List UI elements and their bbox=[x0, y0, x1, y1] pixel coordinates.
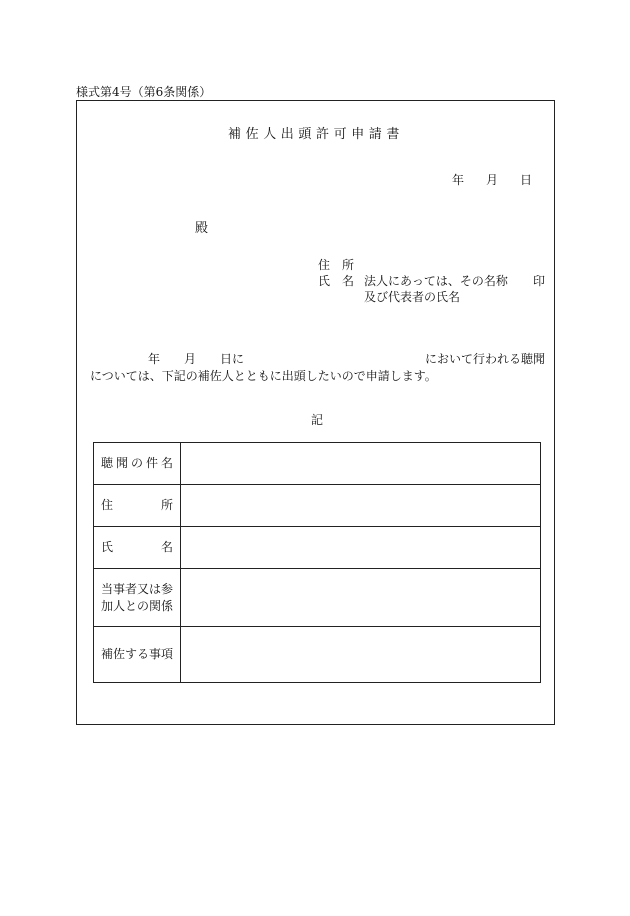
addressee-honorific: 殿 bbox=[195, 221, 209, 236]
hearing-year-label: 年 bbox=[148, 352, 161, 366]
row-label bbox=[94, 485, 181, 527]
table-row bbox=[94, 627, 541, 683]
hearing-location-text: において行われる聴聞 bbox=[425, 352, 546, 366]
hearing-subject-label: 聴 聞 の 件 名 bbox=[101, 456, 173, 470]
representative-name-note: 及び代表者の氏名 bbox=[364, 290, 461, 304]
table-row bbox=[94, 527, 541, 569]
address-label-char-1: 住 bbox=[318, 258, 331, 272]
form-title: 補佐人出頭許可申請書 bbox=[228, 127, 405, 142]
hearing-subject-field[interactable] bbox=[181, 443, 541, 485]
assistant-address-label-2: 所 bbox=[160, 498, 173, 512]
date-year-label: 年 bbox=[452, 173, 465, 187]
relationship-label-line1: 当事者又は参 bbox=[101, 581, 174, 596]
assisted-matters-field[interactable] bbox=[181, 627, 541, 683]
application-statement: については、下記の補佐人とともに出頭したいので申請します。 bbox=[90, 369, 437, 383]
table-row bbox=[94, 485, 541, 527]
assistant-name-label-1: 氏 bbox=[101, 540, 114, 554]
date-month-label: 月 bbox=[486, 173, 499, 187]
hearing-month-label: 月 bbox=[184, 352, 197, 366]
table-row bbox=[94, 443, 541, 485]
ki-heading: 記 bbox=[311, 413, 324, 427]
relationship-label-line2: 加人との関係 bbox=[101, 598, 174, 613]
name-label-char-1: 氏 bbox=[318, 274, 331, 288]
table-row bbox=[94, 569, 541, 627]
assistant-name-field[interactable] bbox=[181, 527, 541, 569]
row-label bbox=[94, 627, 181, 683]
form-number-label: 様式第4号（第6条関係） bbox=[76, 85, 212, 99]
row-label bbox=[94, 527, 181, 569]
address-label-char-2: 所 bbox=[342, 258, 355, 272]
name-label-char-2: 名 bbox=[342, 274, 355, 288]
assistant-address-label-1: 住 bbox=[101, 498, 114, 512]
assistant-address-field[interactable] bbox=[181, 485, 541, 527]
row-label bbox=[94, 569, 181, 627]
assistant-name-label-2: 名 bbox=[160, 540, 173, 554]
assisted-matters-label: 補佐する事項 bbox=[101, 647, 174, 661]
hearing-day-label: 日に bbox=[220, 352, 245, 366]
date-day-label: 日 bbox=[520, 173, 533, 187]
seal-mark: 印 bbox=[533, 274, 546, 288]
relationship-field[interactable] bbox=[181, 569, 541, 627]
corporate-name-note: 法人にあっては、その名称 bbox=[364, 274, 508, 288]
application-items-table bbox=[93, 442, 541, 683]
row-label bbox=[94, 443, 181, 485]
